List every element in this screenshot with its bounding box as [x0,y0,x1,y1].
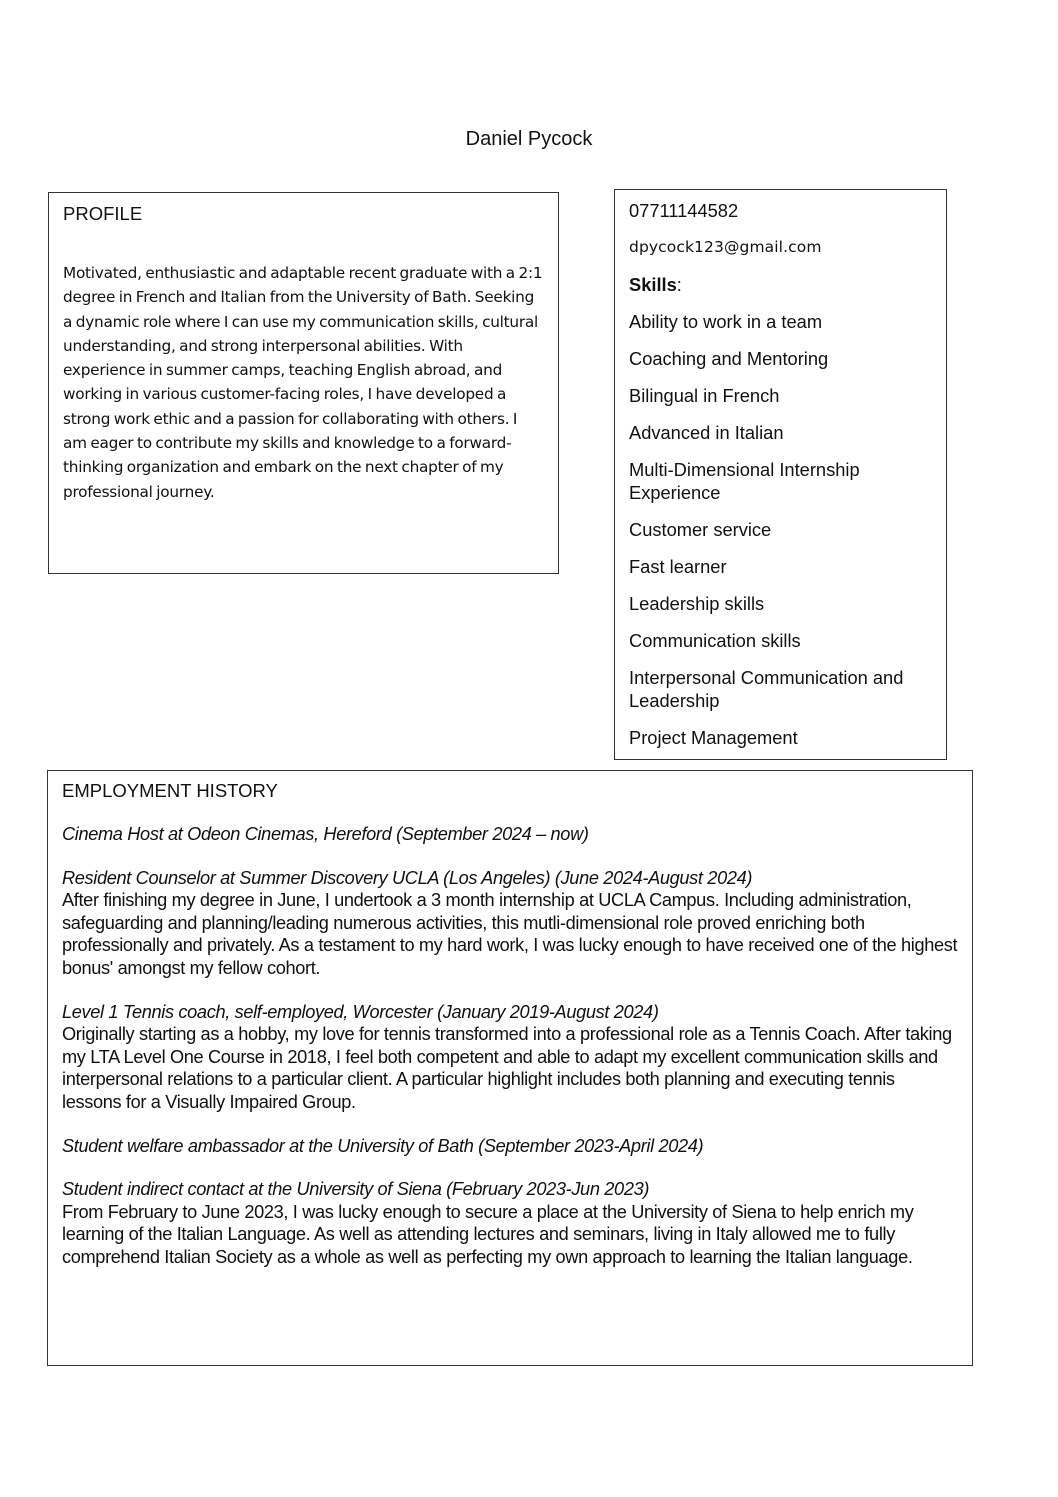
skills-label-colon: : [676,274,682,295]
skill-item: Ability to work in a team [629,311,823,332]
candidate-name: Daniel Pycock [465,128,593,150]
employment-history-section [47,770,973,1366]
skill-item: Advanced in Italian [629,422,784,443]
job-entry [62,1178,958,1268]
profile-heading: PROFILE [63,203,143,224]
skills-label [629,273,932,296]
job-description: After finishing my degree in June, I undertook a 3 month internship at UCLA Campus. Including administration, safeguarding and planning/leading numerous activities, this mutli-dimensional role proved enriching both professionally and privately. As a testament to my hard work, I was lucky enough to have received one of the highest bonus' amongst my fellow cohort. [62,890,958,978]
job-title: Resident Counselor at Summer Discovery UCLA (Los Angeles) (June 2024-August 2024) [62,867,753,888]
skill-item: Interpersonal Communication and Leadership [629,667,904,711]
job-title: Level 1 Tennis coach, self-employed, Worcester (January 2019-August 2024) [62,1001,659,1022]
email-address: dpycock123@gmail.com [629,238,822,256]
job-description: Originally starting as a hobby, my love for tennis transformed into a professional role as a Tennis Coach. After taking my LTA Level One Course in 2018, I feel both competent and able to adapt my excellent communication skills and interpersonal relations to a particular client. A particular highlight includes both planning and executing tennis lessons for a Visually Impaired Group. [62,1024,952,1112]
contact-skills-section [614,189,947,760]
job-entry [62,1135,958,1158]
skill-item: Coaching and Mentoring [629,348,829,369]
profile-section [48,192,559,574]
job-entry [62,1001,958,1114]
skill-item: Customer service [629,519,772,540]
skills-label-text: Skills [629,274,677,295]
employment-heading: EMPLOYMENT HISTORY [62,780,278,801]
skill-item: Communication skills [629,630,801,651]
phone-number: 07711144582 [629,200,739,221]
job-title: Student indirect contact at the University of Siena (February 2023-Jun 2023) [62,1179,650,1200]
skill-item: Multi-Dimensional Internship Experience [629,459,860,503]
job-entry [62,867,958,980]
profile-summary: Motivated, enthusiastic and adaptable recent graduate with a 2:1 degree in French and Italian from the University of Bath. Seeking a dynamic role where I can use my communication skills, cultural understanding, and strong interpersonal abilities. With experience in summer camps, teaching English abroad, and working in various customer-facing roles, I have developed a strong work ethic and a passion for collaborating with others. I am eager to contribute my skills and knowledge to a forward-thinking organization and embark on the next chapter of my professional journey. [63,264,543,501]
skill-item: Bilingual in French [629,385,780,406]
job-entry [62,823,958,846]
job-title: Cinema Host at Odeon Cinemas, Hereford (September 2024 – now) [62,824,589,844]
skill-item: Leadership skills [629,593,765,614]
job-title: Student welfare ambassador at the University of Bath (September 2023-April 2024) [62,1135,704,1156]
job-description: From February to June 2023, I was lucky enough to secure a place at the University of Siena to help enrich my learning of the Italian Language. As well as attending lectures and seminars, living in Italy allowed me to fully comprehend Italian Society as a whole as well as perfecting my own approach to learning the Italian language. [62,1201,914,1267]
skill-item: Fast learner [629,556,727,577]
skill-item: Project Management [629,727,798,748]
